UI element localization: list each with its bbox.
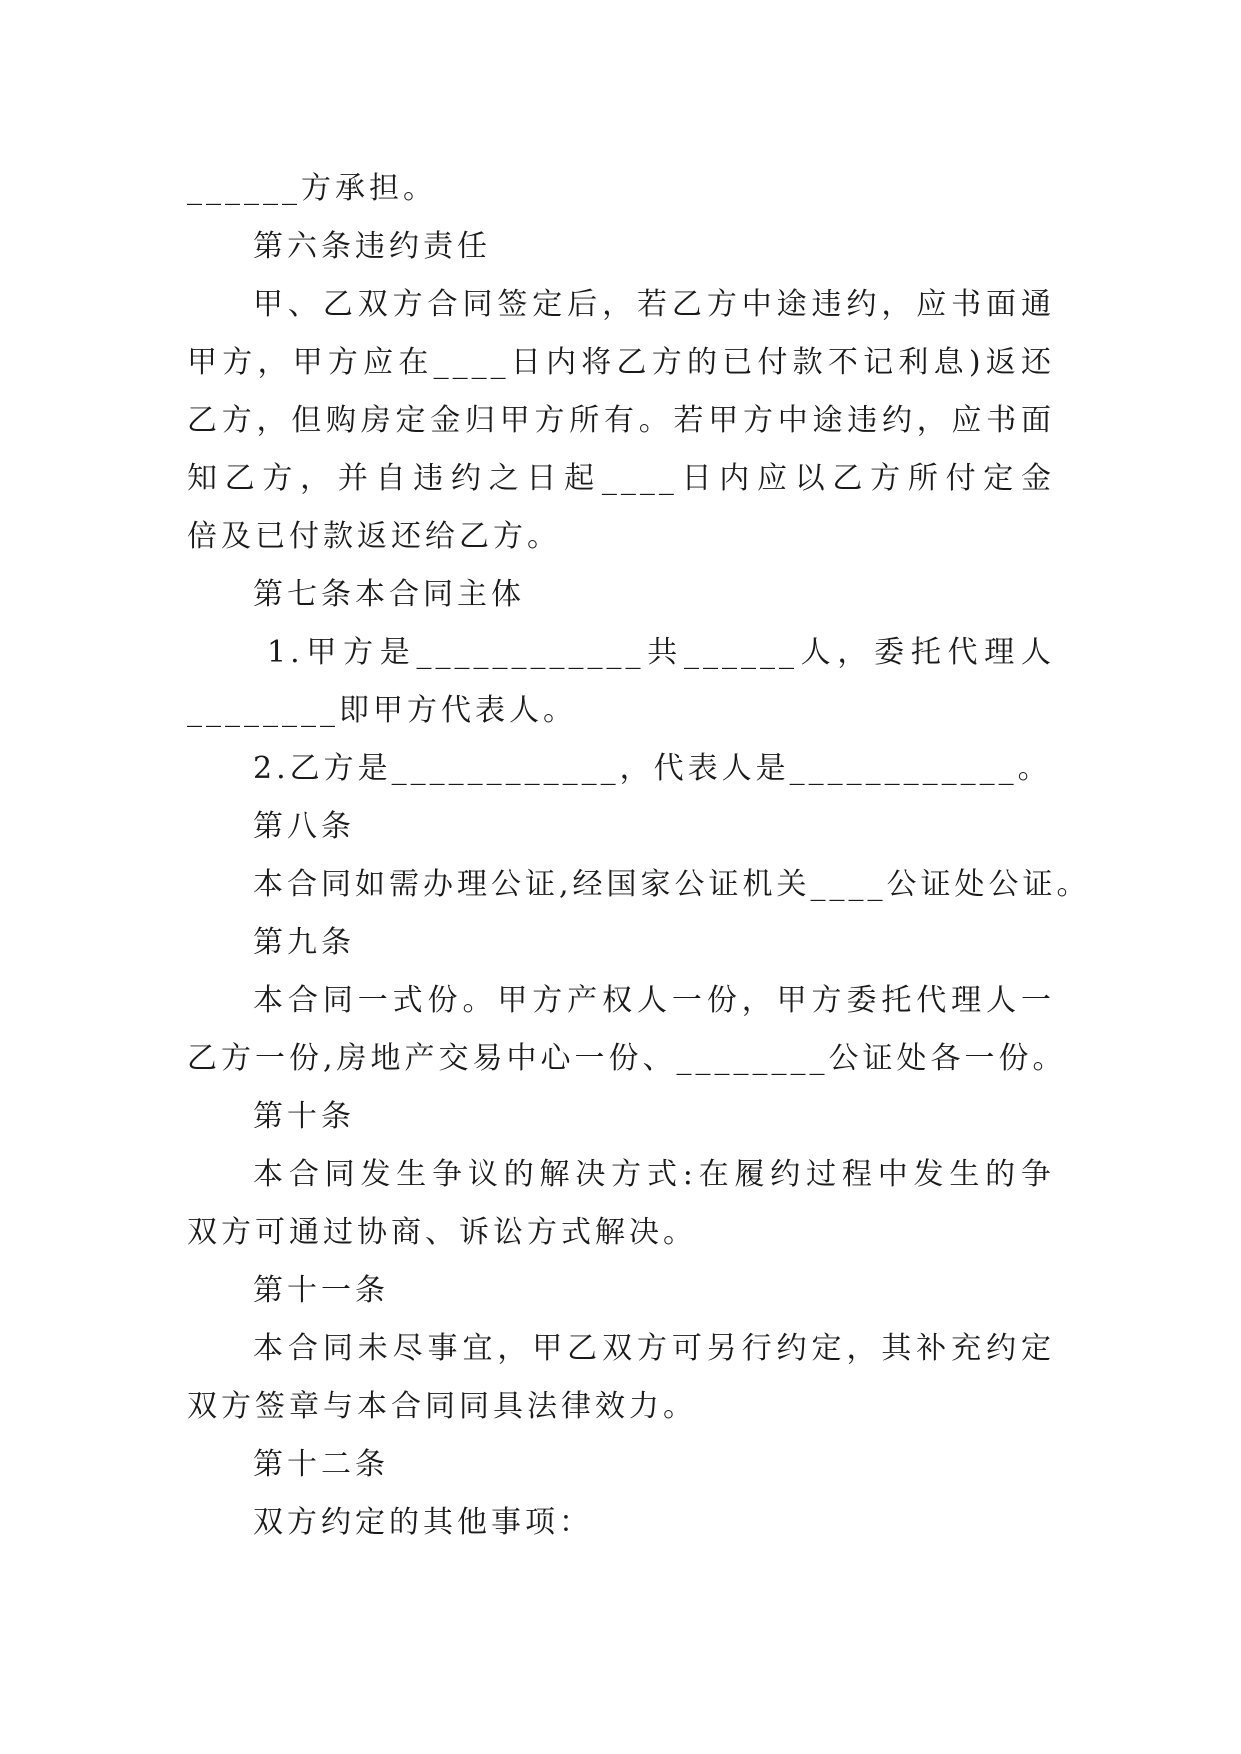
text-line: 甲、乙双方合同签定后，若乙方中途违约，应书面通 [253, 287, 1055, 322]
text-line: 双方签章与本合同同具法律效力。 [187, 1389, 697, 1424]
text-line-underline-party-bears: ______方承担。 [187, 171, 437, 206]
text-line: 倍及已付款返还给乙方。 [187, 519, 561, 554]
heading-article-7: 第七条本合同主体 [253, 577, 525, 612]
heading-article-11: 第十一条 [253, 1273, 389, 1308]
text-line-party-b: 2.乙方是____________，代表人是____________。 [253, 751, 1052, 786]
text-line: 乙方，但购房定金归甲方所有。若甲方中途违约，应书面 [187, 403, 1055, 438]
heading-article-8: 第八条 [253, 809, 355, 844]
text-line: 本合同未尽事宜，甲乙双方可另行约定，其补充约定 [253, 1331, 1055, 1366]
text-line: 乙方一份,房地产交易中心一份、________公证处各一份。 [187, 1041, 1067, 1076]
heading-article-6: 第六条违约责任 [253, 229, 491, 264]
text-line: 本合同发生争议的解决方式:在履约过程中发生的争 [253, 1157, 1055, 1192]
text-line: 双方可通过协商、诉讼方式解决。 [187, 1215, 697, 1250]
text-line: 甲方，甲方应在____日内将乙方的已付款不记利息)返还 [187, 345, 1055, 380]
text-line-party-a: 1.甲方是____________共______人，委托代理人 [267, 635, 1055, 670]
text-line: 知乙方，并自违约之日起____日内应以乙方所付定金 [187, 461, 1055, 496]
text-line: ________即甲方代表人。 [187, 693, 577, 728]
text-line: 本合同如需办理公证,经国家公证机关____公证处公证。 [253, 867, 1091, 902]
heading-article-12: 第十二条 [253, 1447, 389, 1482]
heading-article-10: 第十条 [253, 1099, 355, 1134]
heading-article-9: 第九条 [253, 925, 355, 960]
text-line: 双方约定的其他事项： [253, 1505, 593, 1540]
contract-text [187, 160, 1091, 1552]
text-line: 本合同一式份。甲方产权人一份，甲方委托代理人一 [253, 983, 1055, 1018]
